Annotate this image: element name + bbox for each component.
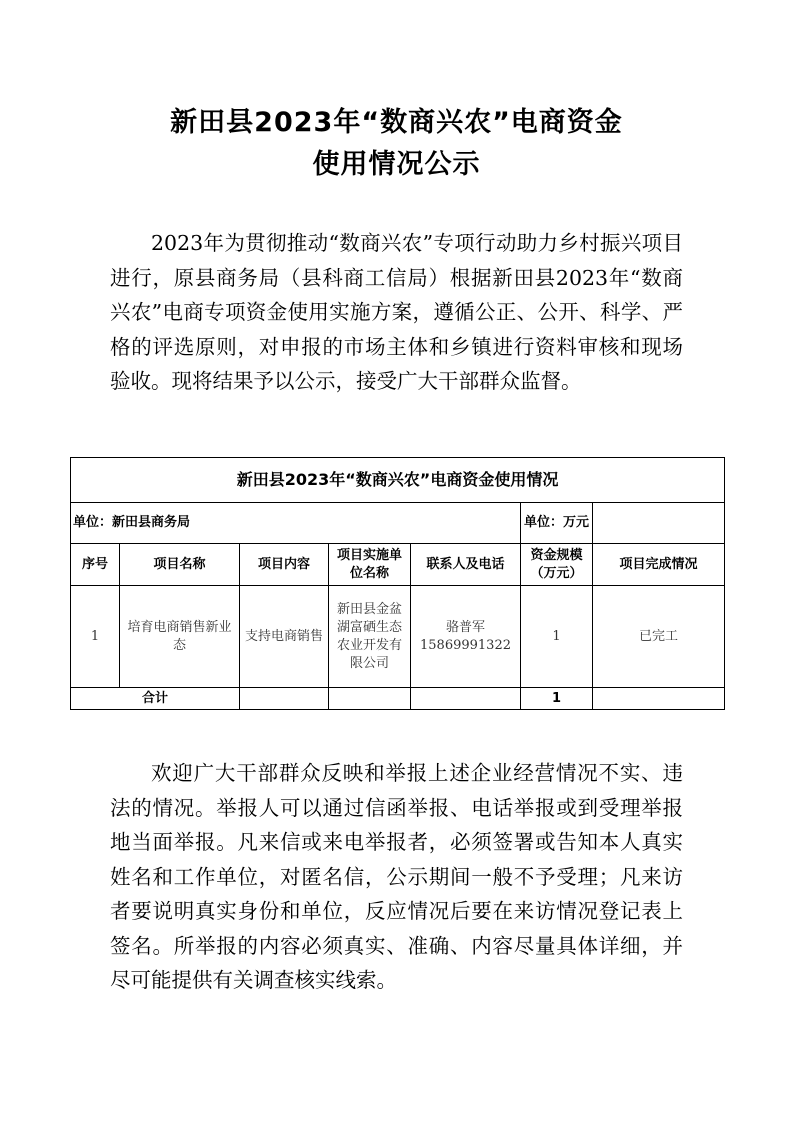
- total-label: 合计: [71, 688, 240, 710]
- row-status: 已完工: [593, 586, 725, 688]
- row-contact: [411, 586, 521, 688]
- total-amount: 1: [521, 688, 593, 710]
- total-empty-1: [240, 688, 329, 710]
- row-amount: 1: [521, 586, 593, 688]
- table-header-row: [71, 544, 725, 586]
- header-project-name: 项目名称: [120, 544, 240, 586]
- header-no: 序号: [71, 544, 120, 586]
- intro-paragraph: 2023年为贯彻推动“数商兴农”专项行动助力乡村振兴项目进行，原县商务局（县科商工信局）根据新田县2023年“数商兴农”电商专项资金使用实施方案，遵循公正、公开、科学、严格的评选原则，对申报的市场主体和乡镇进行资料审核和现场验收。现将结果予以公示，接受广大干部群众监督。: [110, 231, 683, 393]
- table-total-row: [71, 688, 725, 710]
- row-contact-phone: 15869991322: [420, 637, 511, 653]
- funds-usage-table: [70, 457, 725, 710]
- row-no: 1: [71, 586, 120, 688]
- header-status: 项目完成情况: [593, 544, 725, 586]
- unit-empty-cell: [593, 503, 725, 544]
- header-contact: 联系人及电话: [411, 544, 521, 586]
- header-project-content: 项目内容: [240, 544, 329, 586]
- total-empty-3: [411, 688, 521, 710]
- table-row: [71, 586, 725, 688]
- table-caption: 新田县2023年“数商兴农”电商资金使用情况: [71, 458, 725, 503]
- header-implementing-unit: 项目实施单位名称: [329, 544, 411, 586]
- unit-right-label: 单位：万元: [521, 503, 593, 544]
- total-empty-2: [329, 688, 411, 710]
- closing-paragraph: 欢迎广大干部群众反映和举报上述企业经营情况不实、违法的情况。举报人可以通过信函举报、电话举报或到受理举报地当面举报。凡来信或来电举报者，必须签署或告知本人真实姓名和工作单位，对匿名信，公示期间一般不予受理；凡来访者要说明真实身份和单位，反应情况后要在来访情况登记表上签名。所举报的内容必须真实、准确、内容尽量具体详细，并尽可能提供有关调查核实线索。: [110, 761, 683, 992]
- unit-left-label: 单位：新田县商务局: [71, 503, 521, 544]
- row-project-name: 培育电商销售新业态: [120, 586, 240, 688]
- document-title-line-2: 使用情况公示: [312, 149, 481, 180]
- document-title-line-1: 新田县2023年“数商兴农”电商资金: [170, 107, 623, 138]
- row-implementing-unit: 新田县金盆湖富硒生态农业开发有限公司: [329, 586, 411, 688]
- header-amount: 资金规模（万元）: [521, 544, 593, 586]
- row-contact-name: 骆普军: [445, 619, 485, 635]
- total-empty-4: [593, 688, 725, 710]
- row-project-content: 支持电商销售: [240, 586, 329, 688]
